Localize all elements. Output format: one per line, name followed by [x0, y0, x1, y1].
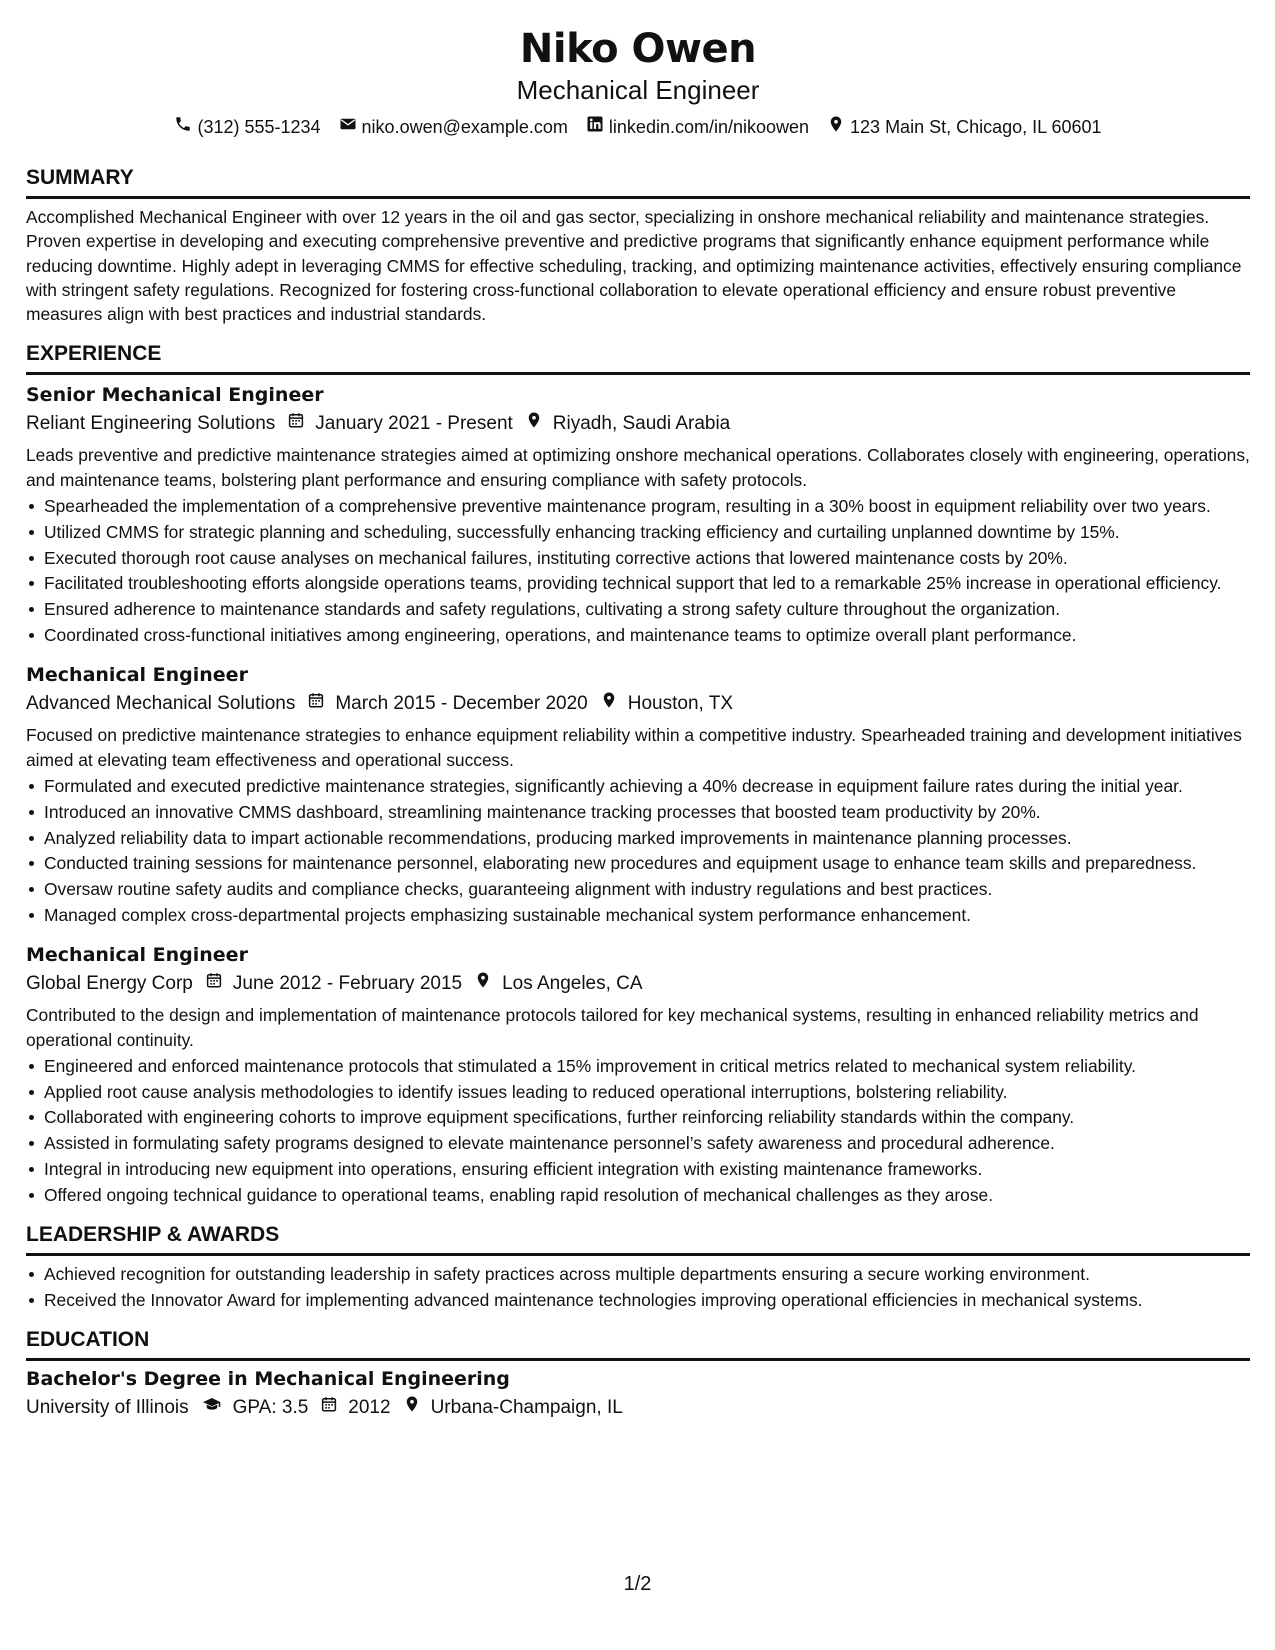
candidate-role: Mechanical Engineer: [516, 75, 760, 105]
job-description: Focused on predictive maintenance strategies to enhance equipment reliability within a competitive industry. Spearheaded training and development initiatives aimed at elevating team effectiveness and operational success.: [26, 725, 1242, 770]
job-dates: June 2012 - February 2015: [232, 973, 463, 995]
leadership-section: [26, 1221, 1250, 1312]
education-meta: [26, 1393, 1250, 1423]
location-pin-icon: [827, 114, 845, 140]
list-item: Analyzed reliability data to impart actionable recommendations, producing marked improvements in maintenance planning processes.: [44, 826, 1250, 850]
envelope-icon: [339, 114, 357, 140]
job-location: Los Angeles, CA: [502, 973, 643, 995]
location-pin-icon: [513, 409, 553, 439]
school-location: Urbana-Champaign, IL: [430, 1397, 623, 1419]
list-item: Conducted training sessions for maintenance personnel, elaborating new procedures and equipment usage to enhance team skills and preparedness.: [44, 851, 1250, 875]
job-entry: [26, 381, 1250, 647]
job-bullets: [26, 774, 1250, 927]
resume-page: [26, 24, 1250, 1423]
leadership-bullets: [26, 1262, 1250, 1312]
calendar-icon: [295, 689, 335, 719]
list-item: Engineered and enforced maintenance protocols that stimulated a 15% improvement in critical metrics related to mechanical system reliability.: [44, 1054, 1250, 1078]
contact-email: [339, 114, 568, 140]
contact-phone-text[interactable]: (312) 555-1234: [197, 117, 321, 137]
page-number: 1/2: [623, 1573, 652, 1595]
graduation-cap-icon: [189, 1393, 233, 1423]
section-title: SUMMARY: [26, 164, 1250, 199]
company-name: Advanced Mechanical Solutions: [26, 693, 296, 715]
job-meta: [26, 409, 1250, 439]
location-pin-icon: [391, 1393, 431, 1423]
job-title: Senior Mechanical Engineer: [26, 384, 324, 407]
job-bullets: [26, 494, 1250, 647]
company-name: Reliant Engineering Solutions: [26, 413, 276, 435]
job-dates: March 2015 - December 2020: [335, 693, 588, 715]
list-item: Integral in introducing new equipment into operations, ensuring efficient integration with existing maintenance frameworks.: [44, 1157, 1250, 1181]
list-item: Assisted in formulating safety programs designed to elevate maintenance personnel’s safety awareness and procedural adherence.: [44, 1131, 1250, 1155]
linkedin-icon: [586, 114, 604, 140]
list-item: Achieved recognition for outstanding leadership in safety practices across multiple departments ensuring a secure working environment.: [44, 1262, 1250, 1286]
location-pin-icon: [588, 689, 628, 719]
job-bullets: [26, 1054, 1250, 1207]
list-item: Coordinated cross-functional initiatives among engineering, operations, and maintenance teams to optimize overall plant performance.: [44, 623, 1250, 647]
calendar-icon: [193, 969, 233, 999]
candidate-name: Niko Owen: [519, 26, 757, 72]
summary-text: Accomplished Mechanical Engineer with over 12 years in the oil and gas sector, specializing in onshore mechanical reliability and maintenance strategies. Proven expertise in developing and executing comprehensive preventive and predictive programs that significantly enhance equipment performance while reducing downtime. Highly adept in leveraging CMMS for effective scheduling, tracking, and optimizing maintenance activities, effectively ensuring compliance with stringent safety regulations. Recognized for fostering cross-functional collaboration to elevate operational efficiency and ensure robust preventive measures align with best practices and industrial standards.: [26, 207, 1242, 325]
education-section: [26, 1326, 1250, 1423]
list-item: Utilized CMMS for strategic planning and scheduling, successfully enhancing tracking efficiency and curtailing unplanned downtime by 15%.: [44, 520, 1250, 544]
list-item: Applied root cause analysis methodologies to identify issues leading to reduced operational interruptions, bolstering reliability.: [44, 1080, 1250, 1104]
list-item: Introduced an innovative CMMS dashboard, streamlining maintenance tracking processes that boosted team productivity by 20%.: [44, 800, 1250, 824]
job-description: Contributed to the design and implementation of maintenance protocols tailored for key mechanical systems, resulting in enhanced reliability metrics and operational continuity.: [26, 1005, 1199, 1050]
school-name: University of Illinois: [26, 1397, 189, 1419]
list-item: Spearheaded the implementation of a comprehensive preventive maintenance program, resulting in a 30% boost in equipment reliability over two years.: [44, 494, 1250, 518]
contact-address: [827, 114, 1102, 140]
list-item: Collaborated with engineering cohorts to improve equipment specifications, further reinforcing reliability standards within the company.: [44, 1105, 1250, 1129]
experience-section: [26, 340, 1250, 1207]
location-pin-icon: [462, 969, 502, 999]
contact-linkedin-text[interactable]: linkedin.com/in/nikoowen: [608, 117, 810, 137]
list-item: Facilitated troubleshooting efforts alongside operations teams, providing technical support that led to a remarkable 25% increase in operational efficiency.: [44, 571, 1250, 595]
graduation-year: 2012: [348, 1397, 391, 1419]
job-location: Riyadh, Saudi Arabia: [552, 413, 731, 435]
contact-bar: [26, 114, 1250, 140]
contact-email-text[interactable]: niko.owen@example.com: [361, 117, 568, 137]
list-item: Ensured adherence to maintenance standards and safety regulations, cultivating a strong safety culture throughout the organization.: [44, 597, 1250, 621]
list-item: Managed complex cross-departmental projects emphasizing sustainable mechanical system performance enhancement.: [44, 903, 1250, 927]
job-meta: [26, 969, 1250, 999]
degree-title: Bachelor's Degree in Mechanical Engineering: [26, 1368, 510, 1391]
job-meta: [26, 689, 1250, 719]
list-item: Executed thorough root cause analyses on mechanical failures, instituting corrective actions that lowered maintenance costs by 20%.: [44, 546, 1250, 570]
job-entry: [26, 661, 1250, 927]
contact-phone: [174, 114, 320, 140]
calendar-icon: [275, 409, 315, 439]
summary-section: [26, 164, 1250, 326]
section-title: EXPERIENCE: [26, 340, 1250, 375]
contact-linkedin: [586, 114, 809, 140]
job-title: Mechanical Engineer: [26, 944, 248, 967]
contact-address-text: 123 Main St, Chicago, IL 60601: [850, 117, 1102, 137]
job-entry: [26, 941, 1250, 1207]
gpa: GPA: 3.5: [232, 1397, 309, 1419]
company-name: Global Energy Corp: [26, 973, 193, 995]
job-location: Houston, TX: [627, 693, 734, 715]
list-item: Formulated and executed predictive maintenance strategies, significantly achieving a 40% decrease in equipment failure rates during the initial year.: [44, 774, 1250, 798]
job-description: Leads preventive and predictive maintenance strategies aimed at optimizing onshore mechanical operations. Collaborates closely with engineering, operations, and maintenance teams, bolstering plant performance and ensuring compliance with safety protocols.: [26, 445, 1250, 490]
phone-icon: [174, 114, 192, 140]
calendar-icon: [308, 1393, 348, 1423]
list-item: Received the Innovator Award for implementing advanced maintenance technologies improving operational efficiencies in mechanical systems.: [44, 1288, 1250, 1312]
section-title: LEADERSHIP & AWARDS: [26, 1221, 1250, 1256]
section-title: EDUCATION: [26, 1326, 1250, 1361]
list-item: Offered ongoing technical guidance to operational teams, enabling rapid resolution of mechanical challenges as they arose.: [44, 1183, 1250, 1207]
job-title: Mechanical Engineer: [26, 664, 248, 687]
job-dates: January 2021 - Present: [315, 413, 513, 435]
list-item: Oversaw routine safety audits and compliance checks, guaranteeing alignment with industry regulations and best practices.: [44, 877, 1250, 901]
